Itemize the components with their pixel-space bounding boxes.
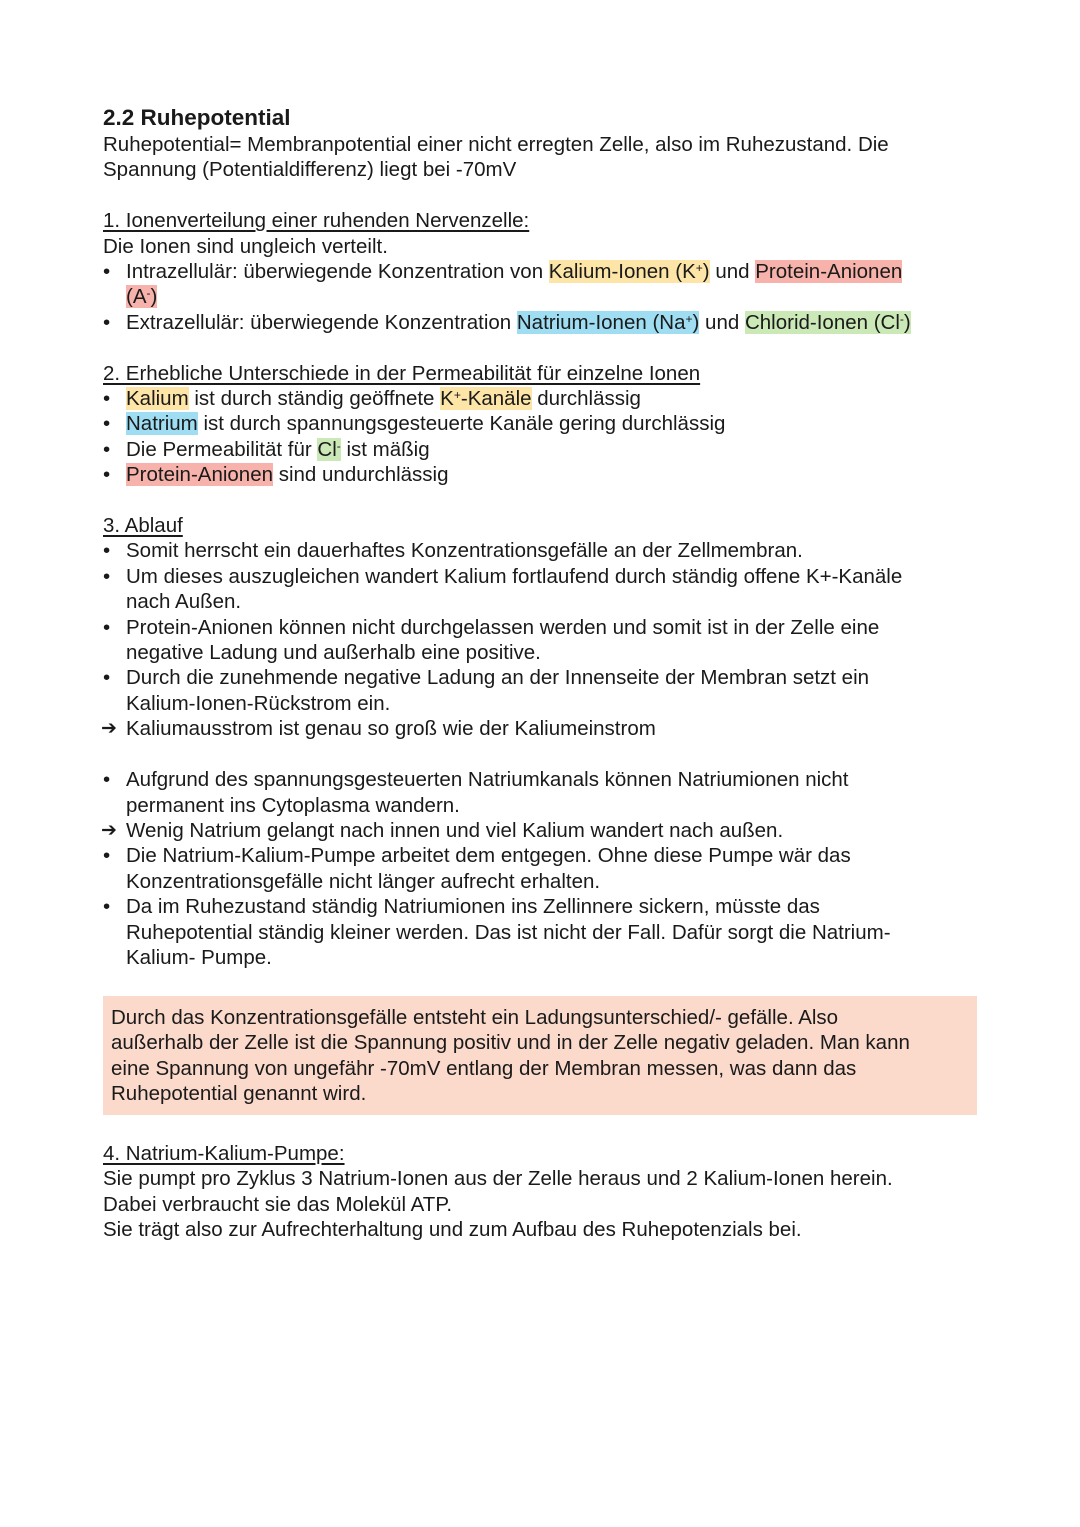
bullet-list	[103, 538, 983, 741]
section-heading: 1. Ionenverteilung einer ruhenden Nervenzelle:	[103, 209, 530, 233]
bullet-list	[103, 259, 983, 335]
list-item: • Die Permeabilität für Cl- ist mäßig	[103, 437, 983, 462]
list-item: • Protein-Anionen können nicht durchgelassen werden und somit ist in der Zelle eine negative Ladung und außerhalb eine positive.	[103, 615, 983, 666]
intro-line: Ruhepotential= Membranpotential einer nicht erregten Zelle, also im Ruhezustand. Die	[103, 133, 889, 156]
list-item: • Natrium ist durch spannungsgesteuerte Kanäle gering durchlässig	[103, 411, 983, 436]
list-item: • Um dieses auszugleichen wandert Kalium fortlaufend durch ständig offene K+-Kanäle nach Außen.	[103, 564, 983, 615]
section-heading: 4. Natrium-Kalium-Pumpe:	[103, 1141, 345, 1165]
section-heading: 3. Ablauf	[103, 514, 183, 538]
list-item: • Protein-Anionen sind undurchlässig	[103, 462, 983, 487]
bullet-list	[103, 767, 983, 970]
list-item: • Durch die zunehmende negative Ladung an der Innenseite der Membran setzt ein Kalium-Ionen-Rückstrom ein.	[103, 665, 983, 716]
paragraph: Sie pumpt pro Zyklus 3 Natrium-Ionen aus der Zelle heraus und 2 Kalium-Ionen herein.	[103, 1167, 893, 1191]
paragraph: Sie trägt also zur Aufrechterhaltung und zum Aufbau des Ruhepotenzials bei.	[103, 1217, 802, 1241]
section-heading: 2. Erhebliche Unterschiede in der Permeabilität für einzelne Ionen	[103, 361, 701, 385]
list-item: • Kalium ist durch ständig geöffnete K+-Kanäle durchlässig	[103, 386, 983, 411]
document-page	[103, 104, 983, 1242]
paragraph: Dabei verbraucht sie das Molekül ATP.	[103, 1192, 453, 1216]
arrow-item: ➔ Kaliumausstrom ist genau so groß wie der Kaliumeinstrom	[103, 716, 983, 741]
arrow-item: ➔ Wenig Natrium gelangt nach innen und viel Kalium wandert nach außen.	[103, 818, 983, 843]
summary-box	[103, 996, 977, 1116]
list-item: • Da im Ruhezustand ständig Natriumionen ins Zellinnere sickern, müsste das Ruhepotential ständig kleiner werden. Das ist nicht der Fall. Dafür sorgt die Natrium- Kalium- Pumpe.	[103, 894, 983, 970]
list-item: • Somit herrscht ein dauerhaftes Konzentrationsgefälle an der Zellmembran.	[103, 538, 983, 563]
summary-line: Ruhepotential genannt wird.	[111, 1081, 367, 1105]
list-item: • Die Natrium-Kalium-Pumpe arbeitet dem entgegen. Ohne diese Pumpe wär das Konzentrationsgefälle nicht länger aufrecht erhalten.	[103, 843, 983, 894]
list-item: • Extrazellulär: überwiegende Konzentration Natrium-Ionen (Na+) und Chlorid-Ionen (Cl-)	[103, 310, 983, 335]
summary-line: außerhalb der Zelle ist die Spannung positiv und in der Zelle negativ geladen. Man kann	[111, 1031, 910, 1055]
paragraph: Die Ionen sind ungleich verteilt.	[103, 234, 388, 258]
list-item: • Intrazellulär: überwiegende Konzentration von Kalium-Ionen (K+) und Protein-Anionen (A-)	[103, 259, 983, 310]
list-item: • Aufgrund des spannungsgesteuerten Natriumkanals können Natriumionen nicht permanent ins Cytoplasma wandern.	[103, 767, 983, 818]
page-title: 2.2 Ruhepotential	[103, 105, 291, 130]
intro-line: Spannung (Potentialdifferenz) liegt bei -70mV	[103, 158, 517, 182]
summary-line: eine Spannung von ungefähr -70mV entlang der Membran messen, was dann das	[111, 1056, 857, 1080]
bullet-list	[103, 386, 983, 488]
summary-line: Durch das Konzentrationsgefälle entsteht ein Ladungsunterschied/- gefälle. Also	[111, 1005, 839, 1029]
